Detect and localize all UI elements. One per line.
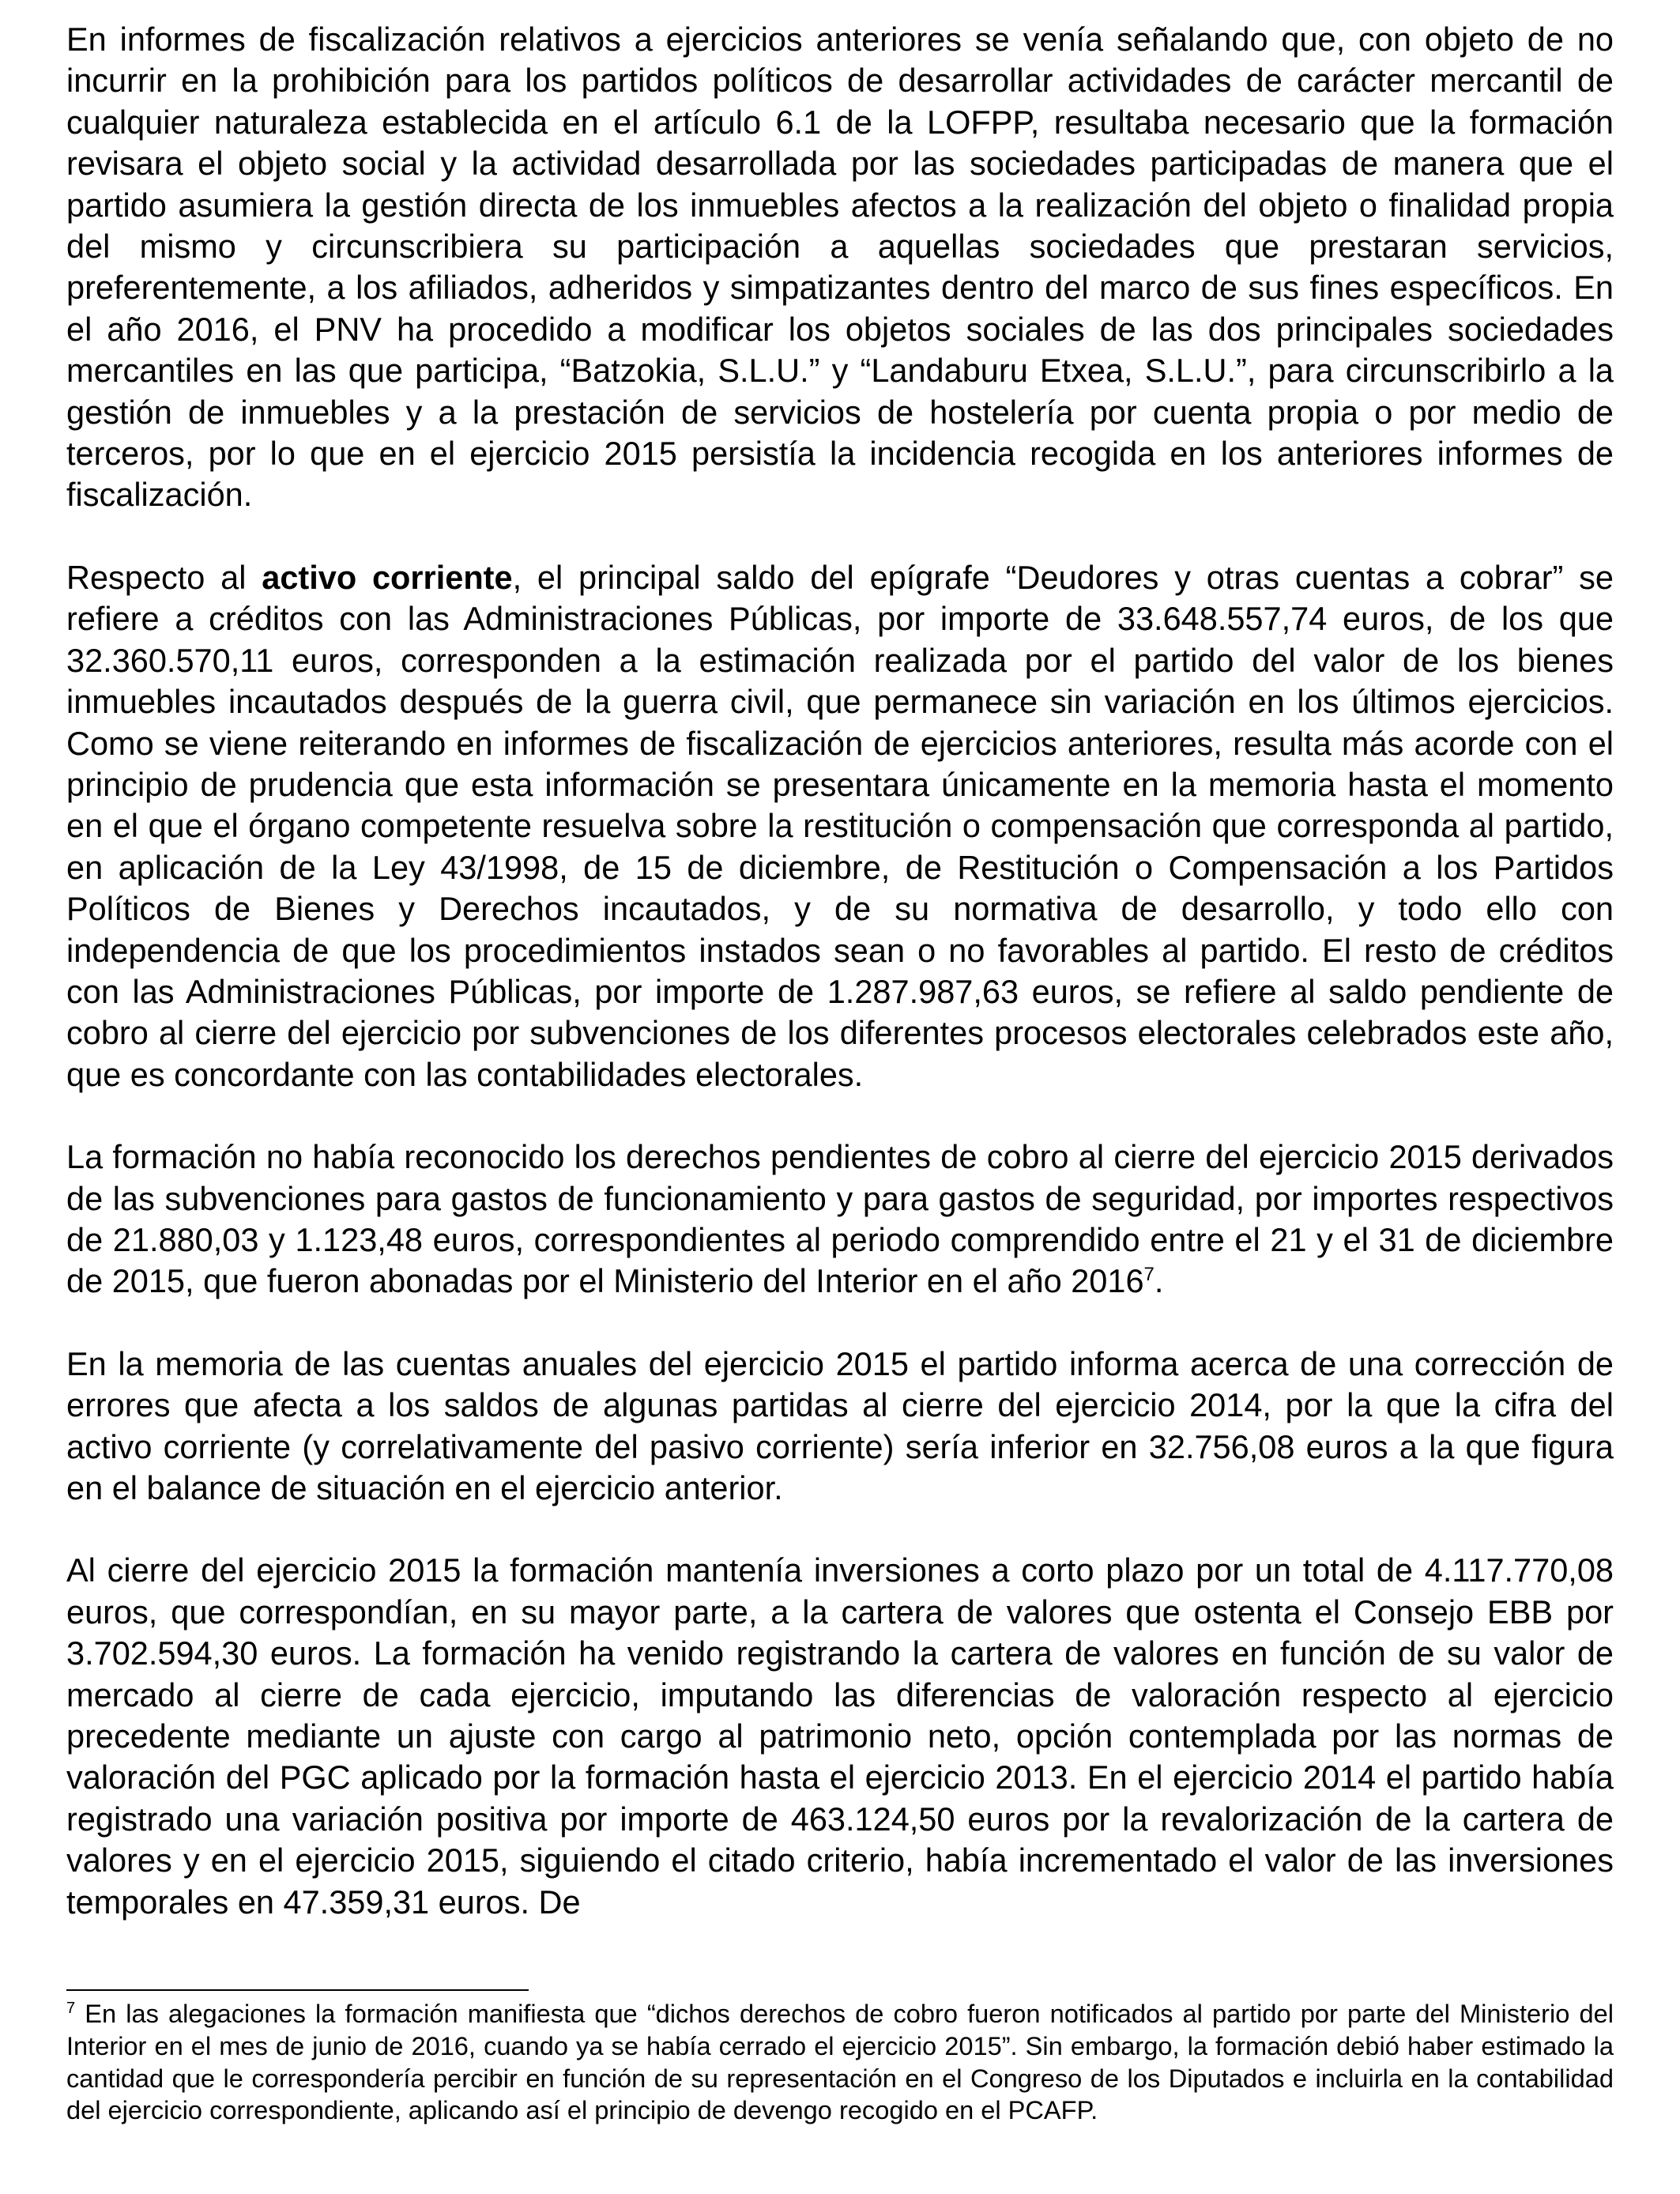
footnote bbox=[66, 1998, 1614, 2127]
paragraph-text: , el principal saldo del epígrafe “Deudores y otras cuentas a cobrar” se refiere a créditos con las Administraciones Públicas, por importe de 33.648.557,74 euros, de los que 32.360.570,11 euros, corresponden a la estimación realizada por el partido del valor de los bienes inmuebles incautados después de la guerra civil, que permanece sin variación en los últimos ejercicios. Como se viene reiterando en informes de fiscalización de ejercicios anteriores, resulta más acorde con el principio de prudencia que esta información se presentara únicamente en la memoria hasta el momento en el que el órgano competente resuelva sobre la restitución o compensación que corresponda al partido, en aplicación de la Ley 43/1998, de 15 de diciembre, de Restitución o Compensación a los Partidos Políticos de Bienes y Derechos incautados, y de su normativa de desarrollo, y todo ello con independencia de que los procedimientos instados sean o no favorables al partido. El resto de créditos con las Administraciones Públicas, por importe de 1.287.987,63 euros, se refiere al saldo pendiente de cobro al cierre del ejercicio por subvenciones de los diferentes procesos electorales celebrados este año, que es concordante con las contabilidades electorales. bbox=[66, 558, 1614, 1093]
paragraph-text: En la memoria de las cuentas anuales del ejercicio 2015 el partido informa acerca de una corrección de errores que afecta a los saldos de algunas partidas al cierre del ejercicio 2014, por la que la cifra del activo corriente (y correlativamente del pasivo corriente) sería inferior en 32.756,08 euros a la que figura en el balance de situación en el ejercicio anterior. bbox=[66, 1344, 1614, 1506]
document-body bbox=[66, 19, 1614, 1923]
paragraph-derechos-pendientes bbox=[66, 1137, 1614, 1302]
paragraph-sociedades-participadas bbox=[66, 19, 1614, 516]
paragraph-inversiones-corto-plazo bbox=[66, 1550, 1614, 1923]
paragraph-text: En informes de fiscalización relativos a ejercicios anteriores se venía señalando que, con objeto de no incurrir en la prohibición para los partidos políticos de desarrollar actividades de carácter mercantil de cualquier naturaleza establecida en el artículo 6.1 de la LOFPP, resultaba necesario que la formación revisara el objeto social y la actividad desarrollada por las sociedades participadas de manera que el partido asumiera la gestión directa de los inmuebles afectos a la realización del objeto o finalidad propia del mismo y circunscribiera su participación a aquellas sociedades que prestaran servicios, preferentemente, a los afiliados, adheridos y simpatizantes dentro del marco de sus fines específicos. En el año 2016, el PNV ha procedido a modificar los objetos sociales de las dos principales sociedades mercantiles en las que participa, “Batzokia, S.L.U.” y “Landaburu Etxea, S.L.U.”, para circunscribirlo a la gestión de inmuebles y a la prestación de servicios de hostelería por cuenta propia o por medio de terceros, por lo que en el ejercicio 2015 persistía la incidencia recogida en los anteriores informes de fiscalización. bbox=[66, 21, 1614, 514]
paragraph-tail: . bbox=[1154, 1262, 1164, 1300]
footnote-text: En las alegaciones la formación manifiesta que “dichos derechos de cobro fueron notificados al partido por parte del Ministerio del Interior en el mes de junio de 2016, cuando ya se había cerrado el ejercicio 2015”. Sin embargo, la formación debió haber estimado la cantidad que le correspondería percibir en función de su representación en el Congreso de los Diputados e incluirla en la contabilidad del ejercicio correspondiente, aplicando así el principio de devengo recogido en el PCAFP. bbox=[66, 1999, 1614, 2125]
paragraph-text: Al cierre del ejercicio 2015 la formación mantenía inversiones a corto plazo por un total de 4.117.770,08 euros, que correspondían, en su mayor parte, a la cartera de valores que ostenta el Consejo EBB por 3.702.594,30 euros. La formación ha venido registrando la cartera de valores en función de su valor de mercado al cierre de cada ejercicio, imputando las diferencias de valoración respecto al ejercicio precedente mediante un ajuste con cargo al patrimonio neto, opción contemplada por las normas de valoración del PGC aplicado por la formación hasta el ejercicio 2013. En el ejercicio 2014 el partido había registrado una variación positiva por importe de 463.124,50 euros por la revalorización de la cartera de valores y en el ejercicio 2015, siguiendo el citado criterio, había incrementado el valor de las inversiones temporales en 47.359,31 euros. De bbox=[66, 1551, 1614, 1921]
paragraph-activo-corriente bbox=[66, 557, 1614, 1095]
paragraph-text: La formación no había reconocido los derechos pendientes de cobro al cierre del ejercicio 2015 derivados de las subvenciones para gastos de funcionamiento y para gastos de seguridad, por importes respectivos de 21.880,03 y 1.123,48 euros, correspondientes al periodo comprendido entre el 21 y el 31 de diciembre de 2015, que fueron abonadas por el Ministerio del Interior en el año 2016 bbox=[66, 1138, 1614, 1300]
paragraph-correccion-errores bbox=[66, 1344, 1614, 1510]
footnote-reference[interactable]: 7 bbox=[1143, 1264, 1155, 1286]
bold-term: activo corriente bbox=[262, 558, 513, 596]
footnote-number: 7 bbox=[66, 2000, 76, 2018]
footnote-separator bbox=[66, 1989, 529, 1991]
paragraph-lead-text: Respecto al bbox=[66, 558, 262, 596]
